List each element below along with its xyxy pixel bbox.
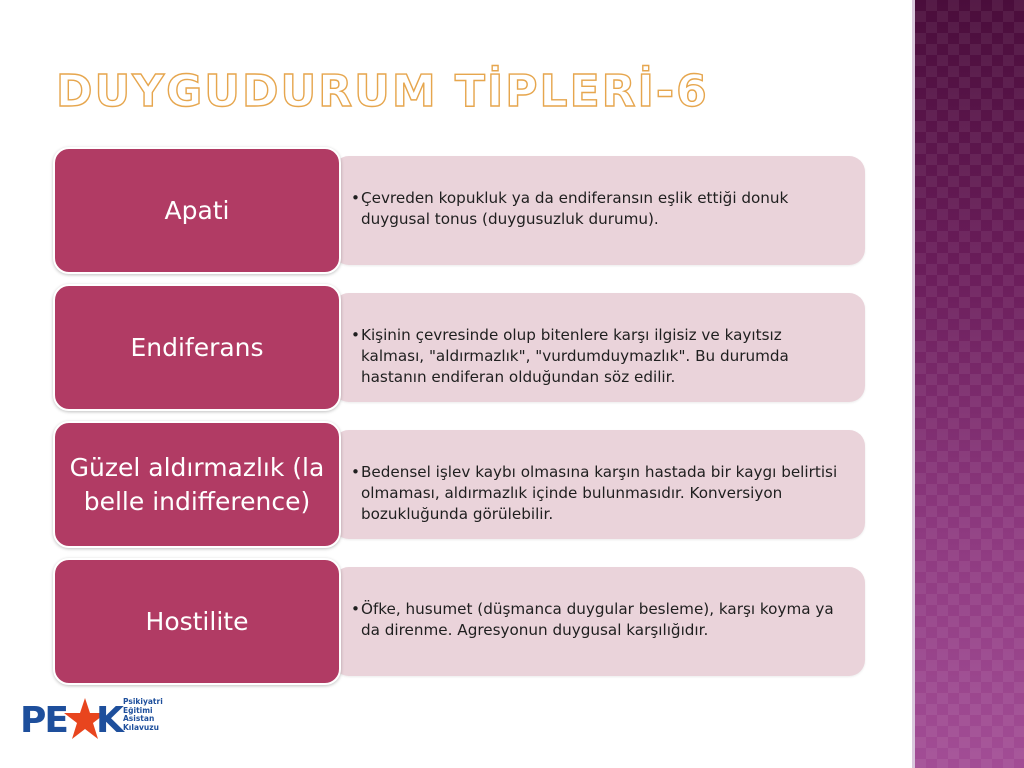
mood-type-row-endiferans	[53, 284, 865, 411]
bullet-dot: •	[351, 326, 360, 344]
bullet-dot: •	[351, 600, 360, 618]
definition-bullet	[351, 325, 847, 388]
side-decorative-band	[912, 0, 1024, 768]
definition-box	[333, 567, 865, 676]
definition-text: Öfke, husumet (düşmanca duygular besleme), karşı koyma ya da direnme. Agresyonun duygusal karşılığıdır.	[361, 600, 834, 639]
logo-line: Asistan	[123, 714, 155, 723]
definition-box	[333, 293, 865, 402]
logo-letters-pe: PE	[20, 700, 67, 741]
definition-text: Bedensel işlev kaybı olmasına karşın hastada bir kaygı belirtisi olmaması, aldırmazlık içinde bulunmasıdır. Konversiyon bozukluğunda görülebilir.	[361, 463, 838, 523]
definition-text: Çevreden kopukluk ya da endiferansın eşlik ettiği donuk duygusal tonus (duygusuzluk durumu).	[361, 189, 789, 228]
mood-type-row-apati	[53, 147, 865, 274]
logo-text-lines	[123, 698, 163, 732]
mood-type-row-hostilite	[53, 558, 865, 685]
slide-title: DUYGUDURUM TİPLERİ-6	[56, 66, 709, 117]
term-label: Hostilite	[53, 558, 341, 685]
definition-bullet	[351, 188, 847, 230]
term-label: Apati	[53, 147, 341, 274]
term-label: Güzel aldırmazlık (la belle indifference)	[53, 421, 341, 548]
peak-logo	[20, 694, 163, 758]
term-label: Endiferans	[53, 284, 341, 411]
bullet-dot: •	[351, 463, 360, 481]
logo-line: Kılavuzu	[123, 722, 159, 732]
definition-bullet	[351, 599, 847, 641]
logo-letter-k: K	[96, 700, 124, 741]
definition-bullet	[351, 462, 847, 525]
definition-box	[333, 430, 865, 539]
logo-line: Eğitimi	[123, 705, 153, 715]
bullet-dot: •	[351, 189, 360, 207]
mood-type-row-guzel-aldirmazlik	[53, 421, 865, 548]
definition-text: Kişinin çevresinde olup bitenlere karşı ilgisiz ve kayıtsız kalması, "aldırmazlık", "vurdumduymazlık". Bu durumda hastanın endiferan olduğundan söz edilir.	[361, 326, 789, 386]
definition-box	[333, 156, 865, 265]
logo-line: Psikiyatri	[123, 697, 163, 706]
